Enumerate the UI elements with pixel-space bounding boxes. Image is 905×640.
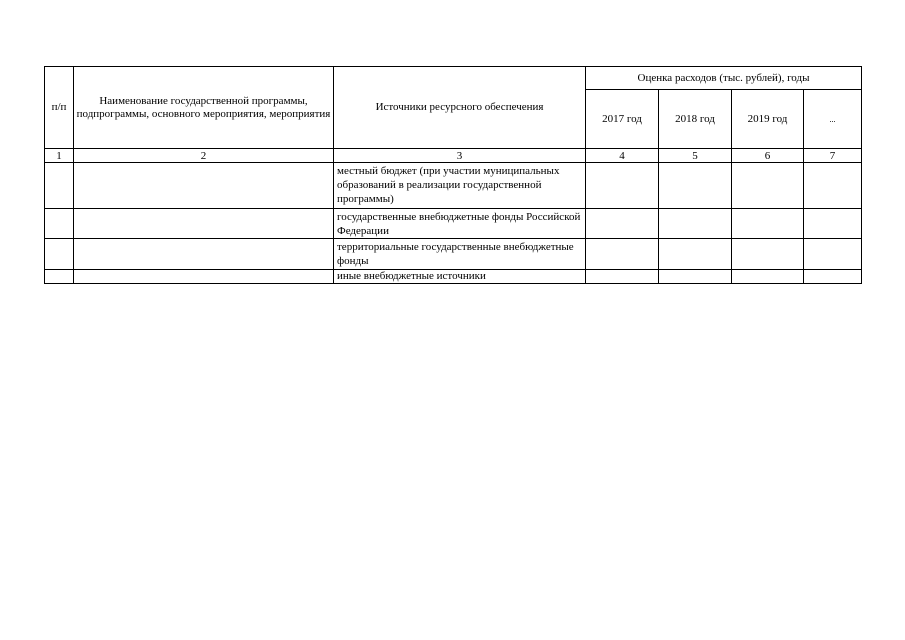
value-cell-2019[interactable]	[732, 209, 804, 239]
header-year-2019: 2019 год	[732, 90, 804, 149]
column-number-row	[45, 149, 862, 163]
value-cell-2017[interactable]	[586, 163, 659, 209]
value-cell-2017[interactable]	[586, 239, 659, 270]
table-row	[45, 270, 862, 284]
value-cell-2019[interactable]	[732, 163, 804, 209]
value-cell-2018[interactable]	[659, 163, 732, 209]
row-name-cell[interactable]	[74, 239, 334, 270]
header-year-more: ...	[804, 90, 862, 149]
column-number: 6	[732, 149, 804, 163]
resource-table	[44, 66, 862, 284]
column-number: 4	[586, 149, 659, 163]
header-year-2017: 2017 год	[586, 90, 659, 149]
value-cell-2018[interactable]	[659, 270, 732, 284]
row-source-cell: государственные внебюджетные фонды Российской Федерации	[334, 209, 586, 239]
row-name-cell[interactable]	[74, 209, 334, 239]
table-row	[45, 209, 862, 239]
column-number: 2	[74, 149, 334, 163]
row-name-cell[interactable]	[74, 163, 334, 209]
value-cell-2017[interactable]	[586, 270, 659, 284]
value-cell-2019[interactable]	[732, 270, 804, 284]
header-estimate-group: Оценка расходов (тыс. рублей), годы	[586, 67, 862, 90]
row-name-cell[interactable]	[74, 270, 334, 284]
value-cell-2019[interactable]	[732, 239, 804, 270]
header-source: Источники ресурсного обеспечения	[334, 67, 586, 149]
header-num: п/п	[45, 67, 74, 149]
value-cell-more[interactable]	[804, 270, 862, 284]
row-num-cell[interactable]	[45, 270, 74, 284]
column-number: 1	[45, 149, 74, 163]
column-number: 7	[804, 149, 862, 163]
value-cell-more[interactable]	[804, 239, 862, 270]
column-number: 3	[334, 149, 586, 163]
row-num-cell[interactable]	[45, 209, 74, 239]
table-row	[45, 239, 862, 270]
value-cell-more[interactable]	[804, 209, 862, 239]
column-number: 5	[659, 149, 732, 163]
table-row	[45, 163, 862, 209]
row-source-cell: местный бюджет (при участии муниципальных образований в реализации государственной программы)	[334, 163, 586, 209]
row-source-cell: территориальные государственные внебюджетные фонды	[334, 239, 586, 270]
value-cell-more[interactable]	[804, 163, 862, 209]
value-cell-2018[interactable]	[659, 239, 732, 270]
header-program-name: Наименование государственной программы, подпрограммы, основного мероприятия, мероприятия	[74, 67, 334, 149]
value-cell-2017[interactable]	[586, 209, 659, 239]
row-num-cell[interactable]	[45, 163, 74, 209]
value-cell-2018[interactable]	[659, 209, 732, 239]
header-year-2018: 2018 год	[659, 90, 732, 149]
row-source-cell: иные внебюджетные источники	[334, 270, 586, 284]
row-num-cell[interactable]	[45, 239, 74, 270]
